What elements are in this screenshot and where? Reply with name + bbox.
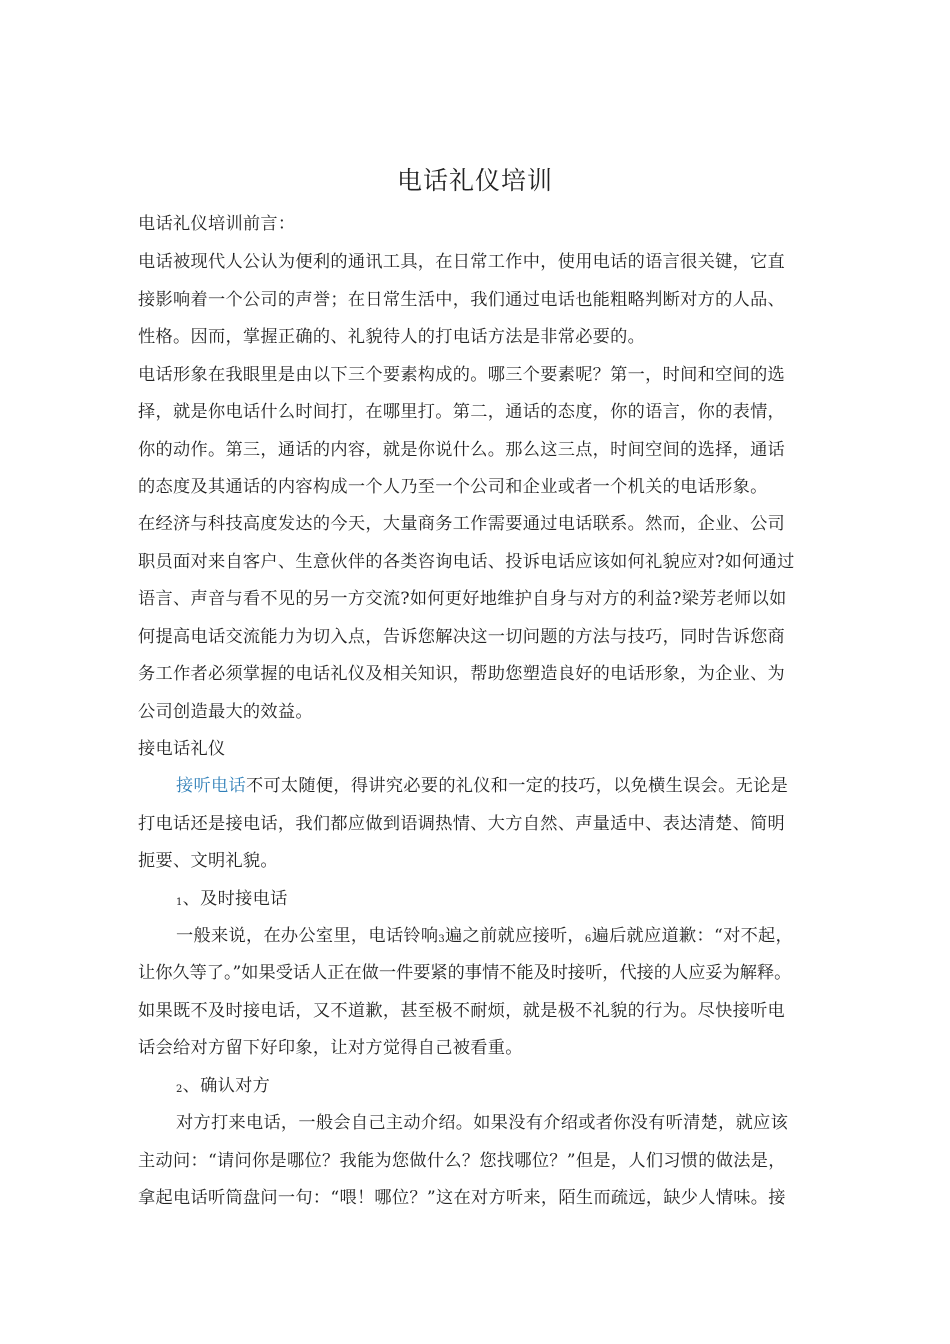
paragraph-line: 职员面对来自客户、生意伙伴的各类咨询电话、投诉电话应该如何礼貌应对?如何通过: [138, 552, 795, 572]
paragraph-line: 语言、声音与看不见的另一方交流?如何更好地维护自身与对方的利益?梁芳老师以如: [138, 589, 787, 609]
paragraph-line: 在经济与科技高度发达的今天，大量商务工作需要通过电话联系。然而，企业、公司: [138, 514, 786, 534]
paragraph-line: 择，就是你电话什么时间打，在哪里打。第二，通话的态度，你的语言，你的表情，: [138, 402, 786, 422]
list-item-heading: [176, 886, 856, 916]
paragraph-text: 一般来说，在办公室里，电话铃响: [176, 926, 439, 946]
paragraph-line: 拿起电话听筒盘问一句：“喂！哪位？”这在对方听来，陌生而疏远，缺少人情味。接: [138, 1188, 786, 1208]
inline-number: 6: [584, 934, 592, 945]
list-item-label: 、及时接电话: [182, 889, 288, 909]
list-item-number: 2: [176, 1084, 183, 1095]
paragraph-line: 接影响着一个公司的声誉；在日常生活中，我们通过电话也能粗略判断对方的人品、: [138, 290, 786, 310]
inline-number: 3: [438, 934, 445, 945]
list-item-heading: [176, 1073, 856, 1103]
paragraph-line: [176, 923, 816, 953]
preface-heading: 电话礼仪培训前言：: [138, 214, 296, 234]
paragraph-line: [176, 773, 816, 799]
paragraph-line: 让你久等了。”如果受话人正在做一件要紧的事情不能及时接听，代接的人应妥为解释。: [138, 963, 792, 983]
paragraph-text: 遍后就应道歉：“对不起，: [591, 926, 794, 946]
paragraph-line: 务工作者必须掌握的电话礼仪及相关知识，帮助您塑造良好的电话形象，为企业、为: [138, 664, 786, 684]
paragraph-text: 遍之前就应接听，: [445, 926, 585, 946]
paragraph-line: 性格。因而，掌握正确的、礼貌待人的打电话方法是非常必要的。: [138, 327, 646, 347]
document-title: 电话礼仪培训: [396, 166, 553, 195]
paragraph-line: 电话形象在我眼里是由以下三个要素构成的。哪三个要素呢？第一，时间和空间的选: [138, 365, 786, 385]
paragraph-line: 电话被现代人公认为便利的通讯工具，在日常工作中，使用电话的语言很关键，它直: [138, 252, 786, 272]
paragraph-line: 打电话还是接电话，我们都应做到语调热情、大方自然、声量适中、表达清楚、简明: [138, 814, 786, 834]
paragraph-line: 主动问：“请问你是哪位？我能为您做什么？您找哪位？”但是，人们习惯的做法是，: [138, 1151, 786, 1171]
paragraph-line: 对方打来电话，一般会自己主动介绍。如果没有介绍或者你没有听清楚，就应该: [176, 1113, 789, 1133]
paragraph-text: 不可太随便，得讲究必要的礼仪和一定的技巧，以免横生误会。无论是: [245, 776, 789, 796]
list-item-label: 、确认对方: [182, 1076, 271, 1096]
paragraph-line: 话会给对方留下好印象，让对方觉得自己被看重。: [138, 1038, 523, 1058]
paragraph-line: 你的动作。第三，通话的内容，就是你说什么。那么这三点，时间空间的选择，通话: [138, 440, 786, 460]
paragraph-line: 如果既不及时接电话，又不道歉，甚至极不耐烦，就是极不礼貌的行为。尽快接听电: [138, 1001, 786, 1021]
paragraph-line: 的态度及其通话的内容构成一个人乃至一个公司和企业或者一个机关的电话形象。: [138, 477, 768, 497]
paragraph-line: 扼要、文明礼貌。: [138, 851, 278, 871]
paragraph-line: 公司创造最大的效益。: [138, 702, 313, 722]
list-item-number: 1: [176, 897, 183, 908]
section-heading: 接电话礼仪: [138, 739, 226, 759]
answer-phone-link[interactable]: 接听电话: [176, 776, 246, 796]
paragraph-line: 何提高电话交流能力为切入点，告诉您解决这一切问题的方法与技巧，同时告诉您商: [138, 627, 786, 647]
